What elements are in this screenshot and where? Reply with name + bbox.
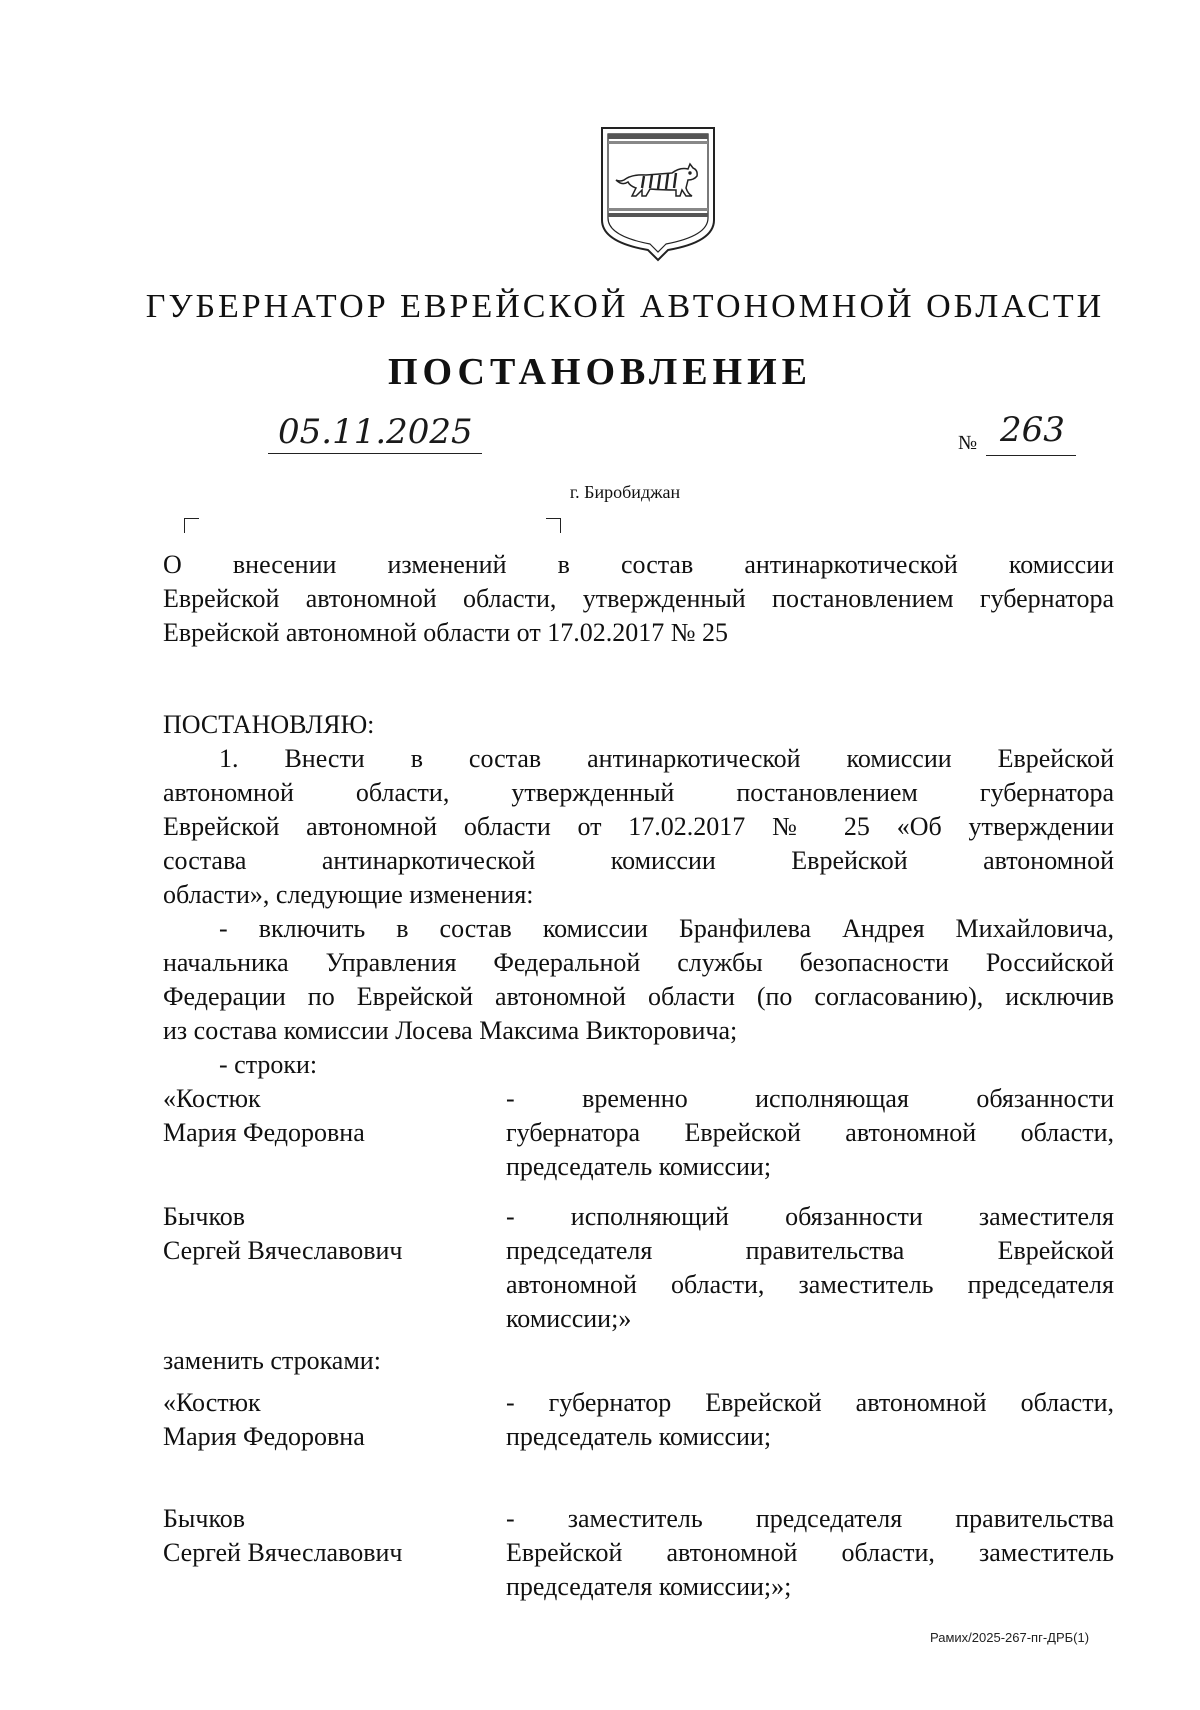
paragraph-line: из состава комиссии Лосева Максима Викторовича; <box>163 1016 738 1045</box>
role-line: - губернатор Еврейской автономной области, <box>506 1388 1114 1417</box>
role-line: - исполняющий обязанности заместителя <box>506 1202 1114 1231</box>
paragraph-2 <box>163 912 1114 1048</box>
paragraph-line: Еврейской автономной области от 17.02.2017 № 25 «Об утверждении <box>163 812 1114 841</box>
paragraph-line: 1. Внести в состав антинаркотической комиссии Еврейской <box>219 744 1114 773</box>
role-line: Еврейской автономной области, заместитель <box>506 1538 1114 1567</box>
subject-line: Еврейской автономной области, утвержденный постановлением губернатора <box>163 584 1114 613</box>
member-given-names: Сергей Вячеславович <box>163 1538 403 1567</box>
role-line: комиссии;» <box>506 1304 632 1333</box>
member-given-names: Мария Федоровна <box>163 1118 365 1147</box>
paragraph-line: области», следующие изменения: <box>163 880 534 909</box>
member-surname: «Костюк <box>163 1084 261 1113</box>
role-line: - заместитель председателя правительства <box>506 1504 1114 1533</box>
handwritten-date: 05.11.2025 <box>278 412 473 452</box>
member-name <box>163 1200 493 1268</box>
member-surname: Бычков <box>163 1504 246 1533</box>
document-subject <box>163 548 1114 650</box>
member-role <box>506 1200 1114 1336</box>
subject-corner-left <box>184 518 199 533</box>
role-line: - временно исполняющая обязанности <box>506 1084 1114 1113</box>
role-line: председатель комиссии; <box>506 1152 772 1181</box>
role-line: председателя правительства Еврейской <box>506 1236 1114 1265</box>
subject-line: О внесении изменений в состав антинаркотической комиссии <box>163 550 1114 579</box>
resolve-heading: ПОСТАНОВЛЯЮ: <box>163 710 375 739</box>
city-name: г. Биробиджан <box>569 482 681 502</box>
subject-corner-right <box>546 518 561 533</box>
member-name <box>163 1386 493 1454</box>
paragraph-line: начальника Управления Федеральной службы безопасности Российской <box>163 948 1114 977</box>
date-underline <box>268 453 482 454</box>
member-surname: «Костюк <box>163 1388 261 1417</box>
handwritten-number: 263 <box>1000 410 1065 450</box>
member-name <box>163 1082 493 1150</box>
replace-with-label: заменить строками: <box>163 1346 381 1375</box>
member-role <box>506 1502 1114 1604</box>
paragraph-line: состава антинаркотической комиссии Еврейской автономной <box>163 846 1114 875</box>
number-label: № <box>958 432 978 454</box>
member-role <box>506 1386 1114 1454</box>
member-role <box>506 1082 1114 1184</box>
member-given-names: Сергей Вячеславович <box>163 1236 403 1265</box>
paragraph-1 <box>163 742 1114 912</box>
paragraph-line: - включить в состав комиссии Бранфилева Андрея Михайловича, <box>219 914 1114 943</box>
member-given-names: Мария Федоровна <box>163 1422 365 1451</box>
member-surname: Бычков <box>163 1202 246 1231</box>
paragraph-3: - строки: <box>219 1050 318 1079</box>
issuing-authority: ГУБЕРНАТОР ЕВРЕЙСКОЙ АВТОНОМНОЙ ОБЛАСТИ <box>145 288 1105 325</box>
document-type-title: ПОСТАНОВЛЕНИЕ <box>387 351 813 393</box>
member-name <box>163 1502 493 1570</box>
subject-line: Еврейской автономной области от 17.02.2017 № 25 <box>163 618 729 647</box>
role-line: губернатора Еврейской автономной области, <box>506 1118 1114 1147</box>
document-code: Рамих/2025-267-пг-ДРБ(1) <box>930 1630 1090 1645</box>
tiger-coat-of-arms-icon <box>598 124 718 262</box>
paragraph-line: Федерации по Еврейской автономной области (по согласованию), исключив <box>163 982 1114 1011</box>
paragraph-line: автономной области, утвержденный постановлением губернатора <box>163 778 1114 807</box>
number-underline <box>986 455 1076 456</box>
role-line: автономной области, заместитель председателя <box>506 1270 1114 1299</box>
role-line: председателя комиссии;»; <box>506 1572 792 1601</box>
role-line: председатель комиссии; <box>506 1422 772 1451</box>
